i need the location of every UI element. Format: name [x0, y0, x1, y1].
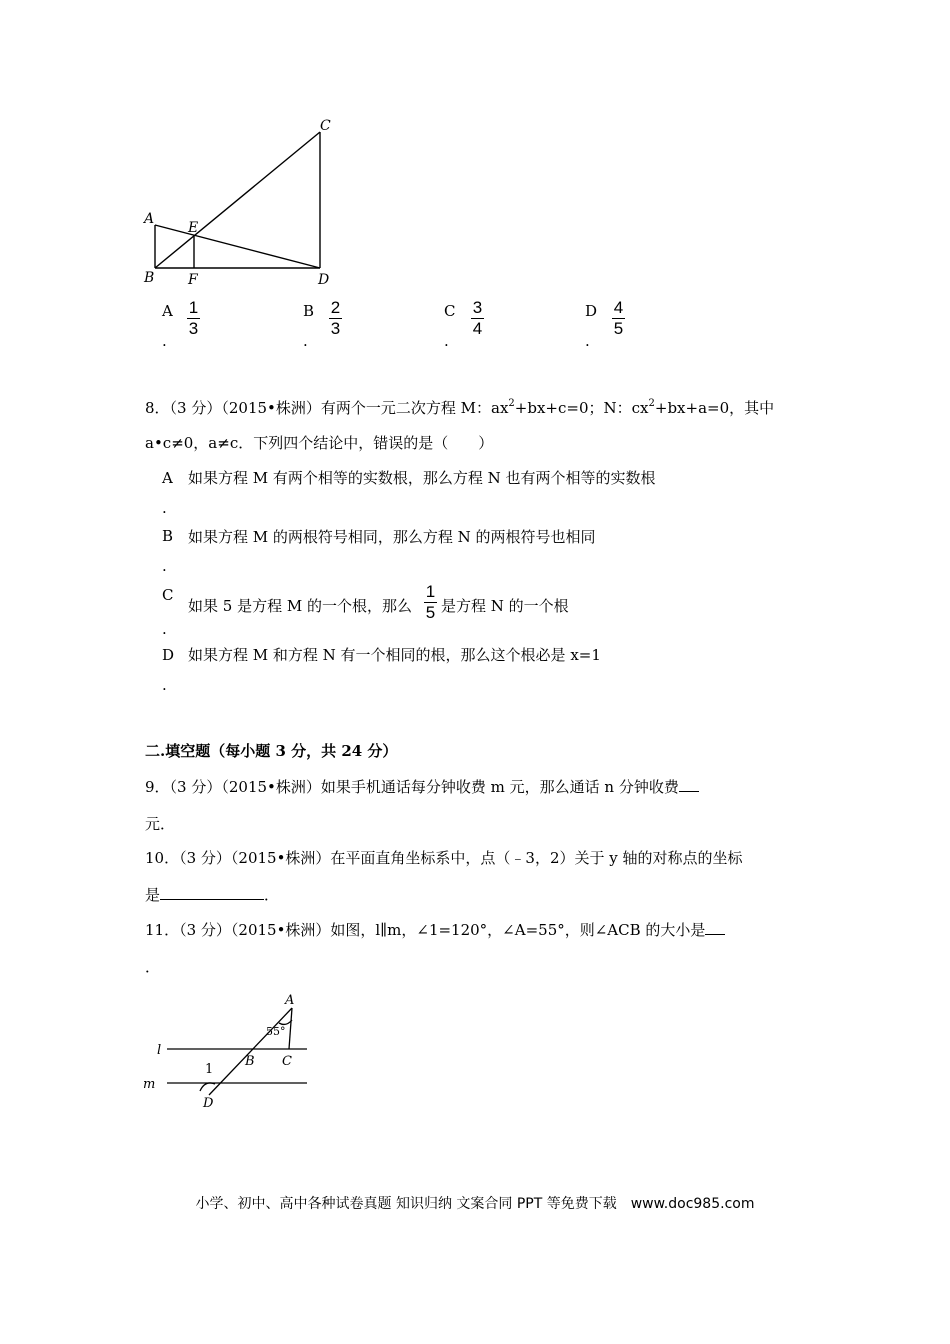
section-title: 二.填空题（每小题 3 分，共 24 分） [145, 742, 398, 760]
answer-blank[interactable] [679, 777, 699, 792]
footer-text: 小学、初中、高中各种试卷真题 知识归纳 文案合同 PPT 等免费下载 www.doc985.com [195, 1196, 755, 1212]
answer-blank[interactable] [160, 885, 264, 900]
figure-triangles [130, 110, 350, 295]
q8-option-c: C 如果 5 是方程 M 的一个根，那么 1 5 是方程 N 的一个根 . [162, 582, 569, 638]
q8-stem-line2: a•c≠0，a≠c．下列四个结论中，错误的是（ ） [145, 434, 494, 452]
label-c: C [282, 1054, 292, 1069]
q8-option-b: B 如果方程 M 的两根符号相同，那么方程 N 的两根符号也相同 . [162, 527, 596, 575]
q8-stem-line1: 8．（3 分）（2015•株洲）有两个一元二次方程 M：$ax^2+bx+c=0$；N：$cx^2+bx+a=0$，其中 [145, 398, 775, 417]
label-d: D [318, 272, 330, 288]
label-a: A [144, 211, 155, 227]
segment-ad [155, 225, 320, 268]
label-angle-55: 55° [266, 1025, 286, 1038]
segment-bc [155, 132, 320, 268]
q10-line1: 10．（3 分）（2015•株洲）在平面直角坐标系中，点（﹣3，2）关于 y 轴的对称点的坐标 [145, 849, 743, 867]
q11-line1: 11．（3 分）（2015•株洲）如图，l∥m，∠1=120°，∠A=55°，则∠ACB 的大小是 [145, 920, 725, 940]
fraction-one-fifth: 1 5 [425, 582, 436, 622]
label-d: D [203, 1096, 214, 1111]
answer-blank[interactable] [705, 920, 725, 935]
label-b: B [245, 1054, 255, 1069]
q11-line2: ． [145, 958, 161, 976]
fraction: 4 5 [613, 298, 624, 338]
label-b: B [144, 270, 155, 286]
line-ad [209, 1008, 292, 1095]
q8-option-d: D 如果方程 M 和方程 N 有一个相同的根，那么这个根必是 x=1 . [162, 646, 601, 694]
label-f: F [188, 272, 198, 288]
angle-1-arc [200, 1083, 215, 1091]
label-c: C [320, 118, 331, 134]
fraction: 2 3 [330, 298, 341, 338]
figure-parallel-lines [135, 985, 325, 1115]
label-e: E [188, 220, 199, 236]
q10-line2: 是 ． [145, 886, 280, 904]
segment-ac [289, 1008, 292, 1049]
angle-a-arc [279, 1020, 292, 1024]
q9-line1: 9．（3 分）（2015•株洲）如果手机通话每分钟收费 m 元，那么通话 n 分钟收费 [145, 777, 699, 797]
label-l: l [157, 1043, 162, 1058]
fraction: 1 3 [188, 298, 199, 338]
fraction: 3 4 [472, 298, 483, 338]
label-m: m [143, 1077, 156, 1092]
label-angle-1: 1 [205, 1062, 214, 1077]
q8-option-a: A 如果方程 M 有两个相等的实数根，那么方程 N 也有两个相等的实数根 . [162, 469, 656, 517]
q9-line2: 元． [145, 815, 176, 833]
label-a: A [285, 993, 295, 1008]
